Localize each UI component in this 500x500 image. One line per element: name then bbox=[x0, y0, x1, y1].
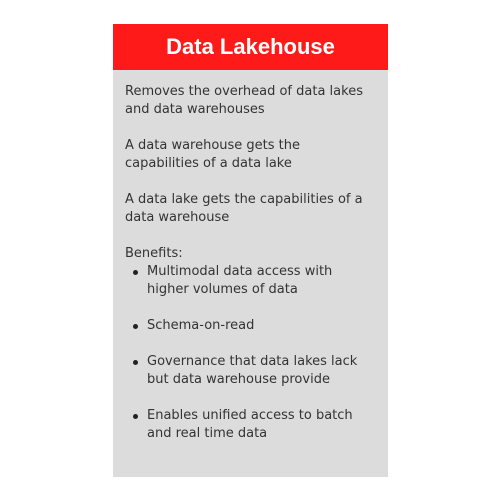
benefits-list bbox=[125, 263, 376, 443]
benefit-text: Multimodal data access with higher volumes of data bbox=[147, 264, 333, 297]
lakehouse-card bbox=[113, 24, 388, 477]
benefit-item bbox=[147, 407, 376, 443]
bullet-icon bbox=[133, 414, 138, 419]
card-header bbox=[113, 24, 388, 70]
benefits-heading: Benefits: bbox=[125, 246, 183, 261]
benefit-item bbox=[147, 353, 376, 389]
benefit-text: Schema-on-read bbox=[147, 318, 255, 333]
benefit-item bbox=[147, 317, 376, 335]
description-lake-capabilities: A data lake gets the capabilities of a data warehouse bbox=[125, 192, 363, 225]
bullet-icon bbox=[133, 360, 138, 365]
card-body bbox=[113, 70, 388, 443]
bullet-icon bbox=[133, 270, 138, 275]
bullet-icon bbox=[133, 324, 138, 329]
card-title: Data Lakehouse bbox=[166, 34, 335, 59]
benefit-text: Governance that data lakes lack but data warehouse provide bbox=[147, 354, 358, 387]
description-overhead: Removes the overhead of data lakes and data warehouses bbox=[125, 84, 363, 117]
benefit-text: Enables unified access to batch and real time data bbox=[147, 408, 353, 441]
description-warehouse-capabilities: A data warehouse gets the capabilities of a data lake bbox=[125, 138, 301, 171]
benefit-item bbox=[147, 263, 376, 299]
